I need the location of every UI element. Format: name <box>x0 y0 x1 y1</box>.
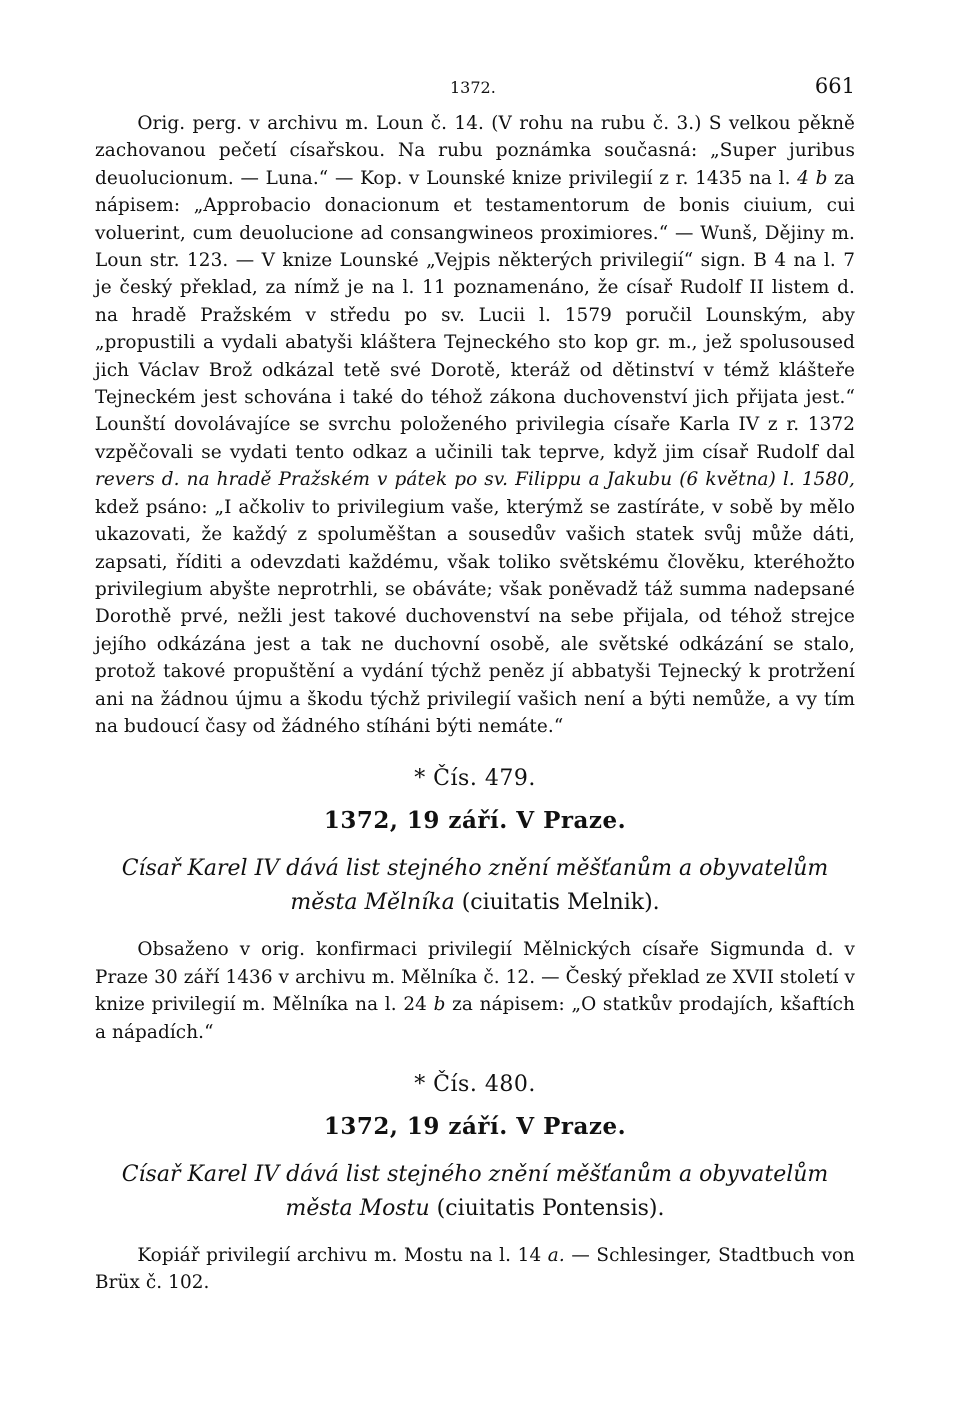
section-number: * Čís. 480. <box>414 1071 536 1097</box>
section-body-italic: b <box>433 994 446 1016</box>
section-body-text-1: Kopiář privilegií archivu m. Mostu na l. 14 <box>137 1244 548 1266</box>
section-479 <box>95 766 855 1046</box>
section-date: 1372, 19 září. V Praze. <box>323 1112 627 1140</box>
section-date: 1372, 19 září. V Praze. <box>323 807 627 835</box>
section-number: * Čís. 479. <box>414 766 536 792</box>
intro-text-2: za nápisem: „Approbacio donacionum et testamentorum de bonis ciuium, cui voluerint, cum deuolucione ad consangwineos proximiores.“ — Wunš, Dějiny m. Loun str. 123. — V knize Lounské „Vejpis některých privilegií“ sign. B 4 na l. 7 je český překlad, za nímž je na l. 11 poznamenáno, že císař Rudolf II listem d. na hradě Pražském v středu po sv. Lucii l. 1579 poručil Lounským, aby „propustili a vydali abatyši kláštera Tejneckého sto kop gr. m., jež spolusoused jich Václav Brož odkázal tetě své Dorotě, kteráž od dětinství v témž klášteře Tejneckém jest schována i také do téhož zákona duchovenství jich přijata jest.“ Lounští dovolávajíce se svrchu položeného privilegia císaře Karla IV z r. 1372 vzpěčovali se vydati tento odkaz a učinili tak teprve, když jim císař Rudolf dal <box>95 167 855 463</box>
section-title-plain: (ciuitatis Pontensis). <box>429 1195 665 1221</box>
section-body-italic: a. <box>547 1244 565 1266</box>
section-body-text-2: za nápisem: „O statkův prodajích, kšaftích a nápadích.“ <box>95 994 855 1043</box>
intro-paragraph <box>95 110 855 740</box>
section-body <box>95 936 855 1046</box>
intro-italic-1: 4 b <box>797 167 828 189</box>
document-page <box>95 70 855 1297</box>
section-title-italic: Císař Karel IV dává list stejného znění měšťanům a obyvatelům města Mělníka <box>121 856 829 916</box>
section-title <box>95 1158 855 1226</box>
section-body-text-1: Obsaženo v orig. konfirmaci privilegií Mělnických císaře Sigmunda d. v Praze 30 září 1436 v archivu m. Mělníka č. 12. — Český překlad ze XVII století v knize privilegií m. Mělníka na l. 24 <box>95 939 855 1016</box>
page-number: 661 <box>814 74 855 98</box>
intro-text-1: Orig. perg. v archivu m. Loun č. 14. (V rohu na rubu č. 3.) S velkou pěkně zachovanou pečetí císařskou. Na rubu poznámka současná: „Super juribus deuolucionum. — Luna.“ — Kop. v Lounské knize privilegií z r. 1435 na l. <box>95 113 855 189</box>
section-body-text-2: — Schlesinger, Stadtbuch von Brüx č. 102. <box>95 1244 855 1294</box>
section-title-plain: (ciuitatis Melnik). <box>454 890 660 916</box>
section-480 <box>95 1072 855 1297</box>
section-title-italic: Císař Karel IV dává list stejného znění měšťanům a obyvatelům města Mostu <box>121 1161 829 1221</box>
intro-text-3: kdež psáno: „I ačkoliv to privilegium vaše, kterýmž se zastíráte, v sobě by mělo ukazovati, že každý z spoluměštan a sousedův vašich statek svůj může dáti, zapsati, říditi a odevzdati každému, však toliko světskému člověku, kteréhožto privilegium abyšte neprotrhli, se obáváte; však poněvadž táž summa nadepsané Dorothě prvé, nežli jest takové duchovenství na sebe přijala, od téhož strejce jejího odkázána jest a tak ne duchovní osobě, ale světské odkázání se stalo, protož takové propuštění a vydání týchž peněz jí abbatyši Tejnecký k protržení ani na žádnou újmu a škodu týchž privilegií vašich není a býti nemůže, a vy tím na budoucí časy od žádného stíháni býti nemáte.“ <box>95 496 855 737</box>
intro-italic-2: revers d. na hradě Pražském v pátek po sv. Filippu a Jakubu (6 května) l. 1580, <box>95 469 855 491</box>
header-year: 1372. <box>450 78 496 97</box>
running-header <box>95 70 855 110</box>
section-title <box>95 852 855 920</box>
section-body <box>95 1242 855 1297</box>
